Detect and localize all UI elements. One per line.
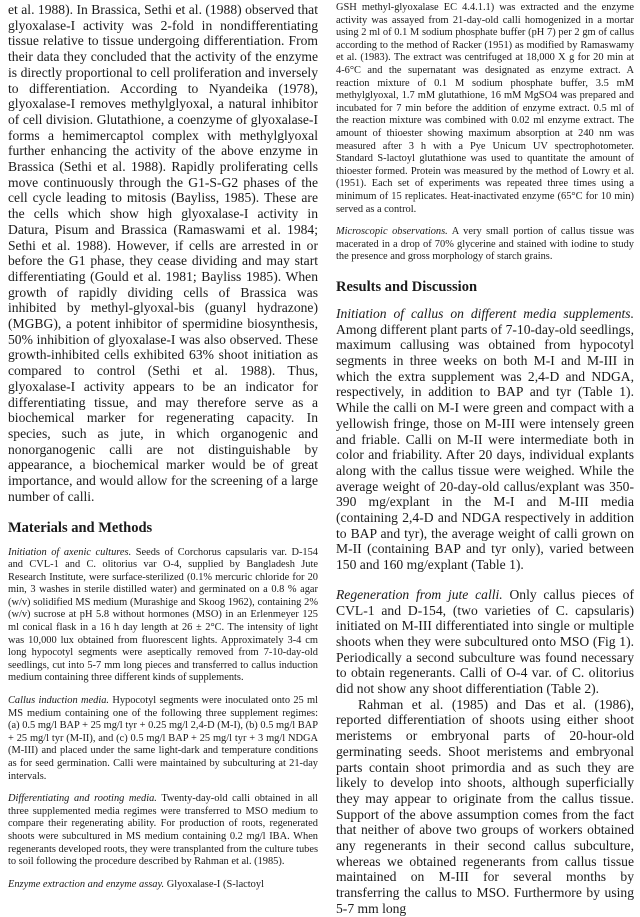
rahman-discussion-paragraph: Rahman et al. (1985) and Das et al. (1986), reported differentiation of shoots using either shoot meristems or embryonal parts of 20-hour-old germinating seeds. Shoot meristems and embryonal parts contain shoot primordia and as such they are likely to develop into shoots, although superficially they may appear to originate from the callus tissue. Support of the above assumption comes from the fact that neither of above two groups of workers obtained any regenerants in their second callus subculture, whereas we obtained regenerants from callus tissue maintained on M-III for several months by transferring the callus to MSO. Furthermore by using 5-7 mm long [336,696,634,916]
intro-paragraph: et al. 1988). In Brassica, Sethi et al. (1988) observed that glyoxalase-I activity was 2-fold in nondifferentiating tissue relative to tissue undergoing differentiation. From their data they concluded that the activity of the enzyme is directly proportional to cell proliferation and inversely to differentiation. According to Nyandeika (1978), glyoxalase-I removes methylglyoxal, a natural inhibitor of cell division. Glutathione, a coenzyme of glyoxalase-I forms a hemimercaptol complex with methylglyoxal further enhancing the activity of the above enzyme in Brassica (Sethi et al. 1988). Rapidly proliferating cells move continuously through the G1-S-G2 phases of the cell cycle leading to mitosis (Bayliss, 1985). These are the cells which show high glyoxalase-I activity in Datura, Pisum and Brassica (Ramaswami et al. 1984; Sethi et al. 1988). However, if cells are arrested in or before the G1 phase, they cease dividing and may start differentiating (Gould et al. 1981; Bayliss 1985). When growth of rapidly dividing cells of Brassica was inhibited by methyl-glyoxal-bis (guanyl hydrazone) (MGBG), a potent inhibitor of spermidine biosynthesis, 50% inhibition of glyoxalase-I was also observed. These growth-inhibited cells exhibited 63% shoot initiation as compared to control (Sethi et al. 1988). Thus, glyoxalase-I activity appears to be an indicator for differentiating tissue, and may therefore serve as a biochemical marker for regenerating capacity. In species, such as jute, in which organogenic and nonorganogenic calli are not distinguishable by appearance, a biochemical marker would be of great importance, and would allow for the screening of a large number of calli. [8,2,318,504]
microscopic-observations-heading: Microscopic observations. [336,226,448,238]
enzyme-extraction-text: Glyoxalase-I (S-lactoyl [166,878,264,890]
axenic-cultures-heading: Initiation of axenic cultures. [8,546,132,558]
results-discussion-heading: Results and Discussion [336,278,478,295]
right-column [336,0,634,917]
regeneration-heading: Regeneration from jute calli. [336,586,503,602]
differentiating-rooting-heading: Differentiating and rooting media. [8,793,157,805]
materials-methods-heading: Materials and Methods [8,519,153,536]
enzyme-extraction-heading: Enzyme extraction and enzyme assay. [8,878,165,890]
axenic-cultures-text: Seeds of Corchorus capsularis var. D-154 and CVL-1 and C. olitorius var O-4, supplied by Bangladesh Jute Research Institute, were surface-sterilized (0.1% mercuric chloride for 20 min, 3 washes in sterile distilled water) and germinated on a 0.8 % agar (w/v) solidified MS medium (Murashige and Skoog 1962), containing 2% (w/v) sucrose at pH 5.8 without hormones (MSO) in an Erlenmeyer 125 ml conical flask in a 16 h day length at 26 ± 2°C. The intensity of light was 10,000 lux obtained from fluorescent lights. Approximately 3-4 cm long hypocotyl segments were aseptically removed from 7-10-day-old seedlings, cut into 5-7 mm long pieces and transferred to callus induction medium containing three different kinds of supplements. [8,546,319,684]
differentiating-rooting-paragraph [8,793,318,869]
enzyme-assay-paragraph: GSH methyl-glyoxalase EC 4.4.1.1) was extracted and the enzyme activity was assayed from 21-day-old calli homogenized in a mortar using 2 ml of 0.1 M sodium phosphate buffer (pH 7) per 2 gm of callus according to the method of Racker (1951) as modified by Ramaswamy et al. (1983). The extract was centrifuged at 18,000 X g for 20 min at 4-6°C and the supernatant was designated as enzyme extract. A reaction mixture of 0.1 M sodium phosphate buffer, 3.5 mM methylglyoxal, 1.7 mM glutathione, 16 mM MgSO4 was prepared and incubated for 7 min before the addition of enzyme extract. 0.5 ml of the reaction mixture was combined with 0.02 ml enzyme extract. The amount of thioester showing maximum absorption at 240 nm was measured after 3 h with a Pye Unicum UV spectrophotometer. Standard S-lactoyl glutathione was used to quantitate the amount of thioester formed. Protein was measured by the method of Lowry et al. (1951). Each set of experiments was repeated three times using a minimum of 15 replicates. Heat-inactivated enzyme (65°C for 10 min) served as a control. [336,2,634,215]
callus-initiation-paragraph [336,306,634,573]
callus-induction-heading: Callus induction media. [8,695,109,707]
microscopic-observations-text: A very small portion of callus tissue was macerated in a drop of 70% glycerine and stained with iodine to study the presence and gross morphology of starch grains. [336,226,634,263]
callus-initiation-heading: Initiation of callus on different media supplements. [336,305,634,321]
microscopic-observations-paragraph [336,226,634,264]
enzyme-extraction-paragraph [8,879,318,892]
callus-induction-paragraph [8,695,318,783]
callus-induction-text: Hypocotyl segments were inoculated onto 25 ml MS medium containing one of the following three supplement regimes: (a) 0.5 mg/l BAP + 25 mg/l tyr + 0.25 mg/l 2,4-D (M-I), (b) 0.5 mg/l BAP + 25 mg/l tyr (M-II), and (c) 0.5 mg/l BAP + 25 mg/l tyr + 3 mg/l NDGA (M-III) and placed under the same light-dark and temperature conditions as for seed germination. Calli were maintained by subculturing at 21-day intervals. [8,695,318,782]
regeneration-paragraph [336,587,634,697]
regeneration-text: Only callus pieces of CVL-1 and D-154, (two varieties of C. capsularis) initiated on M-III differentiated into single or multiple shoots when they were subcultured onto MSO (Fig 1). Periodically a second subculture was found necessary to obtain regenerants. Calli of O-4 var. of C. olitorius did not show any shoot differentiation (Table 2). [336,586,634,697]
axenic-cultures-paragraph [8,547,318,686]
left-column [8,0,318,891]
differentiating-rooting-text: Twenty-day-old calli obtained in all three supplemented media regimes were transferred to MSO medium to compare their regenerating ability. For production of roots, regenerated shoots were subcultured in MS medium containing 0.2 mg/l IBA. When regenerants developed roots, they were transplanted from the culture tubes to soil following the procedure described by Rahman et al. (1985). [8,793,318,868]
callus-initiation-text: Among different plant parts of 7-10-day-old seedlings, maximum callusing was obtained from hypocotyl segments in three weeks on both M-I and M-III in which the extra supplement was 2,4-D and NDGA, respectively, in addition to BAP and tyr (Table 1). While the calli on M-I were green and compact with a yellowish fringe, those on M-III were intensely green and friable. Calli on M-II were intermediate both in color and friability. After 20 days, individual explants along with the callus tissue were weighed. While the average weight of 20-day-old callus/explant was 350-390 mg/explant in the M-I and M-III media (containing 2,4-D and NDGA respectively in addition to BAP and tyr), the average weight of calli grown on M-II (containing BAP and tyr only), varied between 150 and 160 mg/explant (Table 1). [336,321,634,573]
